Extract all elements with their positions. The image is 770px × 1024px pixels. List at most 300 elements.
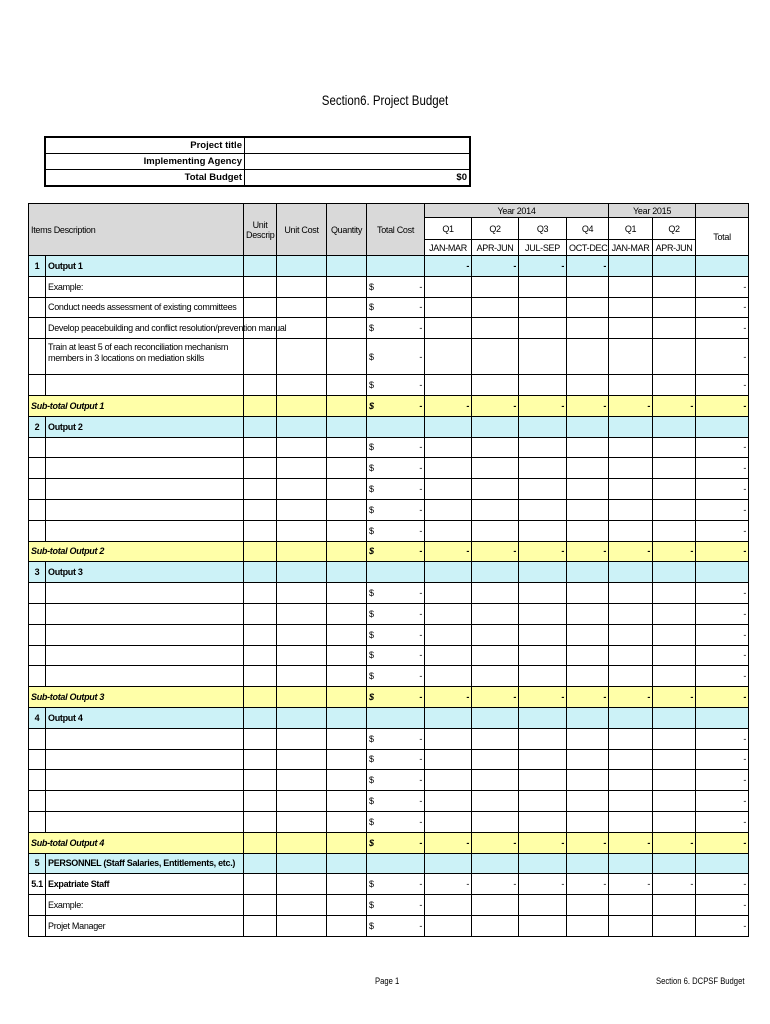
dollar-sign: $	[369, 484, 374, 495]
quarter-cell[interactable]	[567, 749, 609, 770]
quantity-cell[interactable]	[327, 375, 367, 396]
quarter-cell[interactable]	[472, 458, 519, 479]
item-description-cell[interactable]	[46, 624, 244, 645]
item-description-cell[interactable]	[46, 499, 244, 520]
row-total-dash: -	[743, 920, 747, 931]
dash-value: -	[419, 504, 423, 515]
item-description-cell[interactable]	[46, 791, 244, 812]
quarter-cell[interactable]	[472, 318, 519, 339]
subtotal-value	[609, 687, 653, 708]
quarter-cell[interactable]	[609, 458, 653, 479]
row-total-cell	[696, 256, 749, 277]
quantity-cell[interactable]	[327, 666, 367, 687]
quarter-cell[interactable]	[472, 375, 519, 396]
quarter-cell[interactable]	[567, 375, 609, 396]
unit-descrip-cell[interactable]	[244, 520, 277, 541]
quarter-cell[interactable]	[609, 915, 653, 936]
item-description-cell[interactable]	[46, 645, 244, 666]
quarter-cell[interactable]	[567, 645, 609, 666]
quarter-cell[interactable]	[519, 915, 567, 936]
empty-cell	[244, 832, 277, 853]
quarter-cell[interactable]	[653, 479, 696, 500]
unit-descrip-cell[interactable]	[244, 297, 277, 318]
quarter-dash: -	[561, 879, 565, 890]
quarter-cell[interactable]	[609, 297, 653, 318]
unit-cost-cell[interactable]	[277, 666, 327, 687]
quarter-cell[interactable]	[519, 318, 567, 339]
quarter-cell[interactable]	[425, 791, 472, 812]
quarter-cell[interactable]	[653, 666, 696, 687]
quarter-cell[interactable]	[472, 499, 519, 520]
unit-descrip-cell[interactable]	[244, 895, 277, 916]
quarter-header: Q1	[425, 218, 472, 240]
dollar-sign: $	[369, 442, 374, 453]
quarter-cell[interactable]	[425, 624, 472, 645]
quarter-header: Q2	[472, 218, 519, 240]
quarter-cell[interactable]	[425, 458, 472, 479]
quarter-cell[interactable]	[425, 749, 472, 770]
unit-descrip-cell[interactable]	[244, 749, 277, 770]
quarter-cell[interactable]	[425, 583, 472, 604]
row-total-dash: -	[743, 775, 747, 786]
quarter-cell	[425, 416, 472, 437]
quarter-cell[interactable]	[609, 603, 653, 624]
unit-cost-cell[interactable]	[277, 603, 327, 624]
quarter-cell[interactable]	[519, 583, 567, 604]
empty-cell	[327, 853, 367, 874]
quarter-cell[interactable]	[472, 811, 519, 832]
unit-cost-cell[interactable]	[277, 499, 327, 520]
quarter-cell[interactable]	[425, 811, 472, 832]
unit-cost-cell[interactable]	[277, 770, 327, 791]
unit-descrip-cell[interactable]	[244, 915, 277, 936]
quarter-cell[interactable]	[609, 318, 653, 339]
quarter-cell[interactable]	[653, 318, 696, 339]
item-number-cell	[29, 375, 46, 396]
quarter-cell[interactable]	[567, 770, 609, 791]
quarter-cell	[472, 562, 519, 583]
dollar-sign: $	[369, 281, 374, 292]
item-description-cell[interactable]	[46, 749, 244, 770]
quantity-cell[interactable]	[327, 895, 367, 916]
quarter-cell[interactable]	[653, 499, 696, 520]
empty-cell	[277, 687, 327, 708]
quarter-cell[interactable]	[425, 770, 472, 791]
subtotal-value	[696, 687, 749, 708]
subtotal-row	[29, 541, 749, 562]
unit-cost-cell[interactable]	[277, 645, 327, 666]
budget-item-row	[29, 499, 749, 520]
unit-cost-cell[interactable]	[277, 339, 327, 375]
unit-descrip-cell[interactable]	[244, 666, 277, 687]
quantity-cell[interactable]	[327, 458, 367, 479]
quarter-cell[interactable]	[425, 339, 472, 375]
quarter-cell[interactable]	[519, 770, 567, 791]
quarter-cell[interactable]	[567, 895, 609, 916]
dash-value: -	[419, 900, 423, 910]
quantity-cell[interactable]	[327, 770, 367, 791]
unit-descrip-cell[interactable]	[244, 479, 277, 500]
quantity-cell[interactable]	[327, 645, 367, 666]
quarter-cell[interactable]	[425, 375, 472, 396]
row-total-dash: -	[743, 608, 747, 619]
empty-cell	[567, 853, 609, 874]
dash-value: -	[419, 442, 423, 453]
quarter-cell[interactable]	[567, 666, 609, 687]
dollar-sign: $	[369, 650, 374, 661]
quarter-cell[interactable]	[425, 915, 472, 936]
subtotal-dash: -	[513, 837, 517, 848]
empty-cell	[327, 416, 367, 437]
quarter-cell[interactable]	[609, 339, 653, 375]
quarter-cell[interactable]	[653, 811, 696, 832]
empty-cell	[327, 832, 367, 853]
quarter-cell[interactable]	[567, 479, 609, 500]
quantity-cell[interactable]	[327, 339, 367, 375]
quarter-cell[interactable]	[472, 583, 519, 604]
empty-cell	[277, 707, 327, 728]
row-total-cell	[696, 499, 749, 520]
total-cost-cell	[367, 541, 425, 562]
quarter-cell[interactable]	[609, 583, 653, 604]
quarter-cell[interactable]	[567, 297, 609, 318]
quantity-cell[interactable]	[327, 437, 367, 458]
quarter-cell[interactable]	[472, 437, 519, 458]
quarter-cell[interactable]	[653, 895, 696, 916]
quantity-cell[interactable]	[327, 318, 367, 339]
quarter-cell[interactable]	[567, 791, 609, 812]
row-total-cell	[696, 458, 749, 479]
total-cost-cell	[367, 276, 425, 297]
item-description-cell[interactable]: Develop peacebuilding and conflict resolution/prevention manual	[46, 318, 244, 339]
quarter-cell[interactable]	[567, 276, 609, 297]
unit-descrip-cell[interactable]	[244, 728, 277, 749]
quarter-cell[interactable]	[609, 499, 653, 520]
quantity-cell[interactable]	[327, 520, 367, 541]
item-description-cell[interactable]: Train at least 5 of each reconciliation mechanism members in 3 locations on mediation skills	[46, 339, 244, 375]
quarter-cell[interactable]	[519, 520, 567, 541]
unit-descrip-cell[interactable]	[244, 624, 277, 645]
output-header-row	[29, 562, 749, 583]
budget-item-row	[29, 603, 749, 624]
quarter-cell[interactable]	[519, 624, 567, 645]
quarter-cell[interactable]	[567, 339, 609, 375]
item-description-cell[interactable]: Conduct needs assessment of existing committees	[46, 297, 244, 318]
quarter-cell[interactable]	[472, 749, 519, 770]
total-header: Total	[696, 218, 749, 256]
quantity-cell[interactable]	[327, 915, 367, 936]
quarter-cell	[567, 562, 609, 583]
quantity-cell[interactable]	[327, 276, 367, 297]
item-description-cell[interactable]	[46, 728, 244, 749]
unit-descrip-cell[interactable]	[244, 603, 277, 624]
total-cost-cell	[367, 375, 425, 396]
quarter-cell[interactable]	[519, 499, 567, 520]
subtotal-value	[519, 687, 567, 708]
quarter-cell[interactable]	[472, 728, 519, 749]
quarter-cell[interactable]	[567, 437, 609, 458]
row-total-dash: -	[743, 525, 747, 536]
item-description-cell[interactable]	[46, 583, 244, 604]
dollar-sign: $	[369, 504, 374, 515]
subtotal-dash: -	[647, 692, 651, 703]
quantity-cell[interactable]	[327, 583, 367, 604]
subtotal-dash: -	[466, 546, 470, 557]
subtotal-dash: -	[603, 546, 607, 557]
quarter-cell[interactable]	[609, 791, 653, 812]
unit-cost-cell[interactable]	[277, 479, 327, 500]
row-total-dash: -	[743, 504, 747, 515]
expatriate-staff-row	[29, 874, 749, 895]
quarter-cell	[472, 707, 519, 728]
quantity-cell[interactable]	[327, 479, 367, 500]
quarter-cell[interactable]	[519, 811, 567, 832]
quantity-cell[interactable]	[327, 749, 367, 770]
row-total-dash: -	[743, 671, 747, 682]
quarter-cell	[425, 562, 472, 583]
unit-cost-cell[interactable]	[277, 624, 327, 645]
quarter-cell[interactable]	[472, 915, 519, 936]
quarter-cell[interactable]	[653, 375, 696, 396]
quarter-cell[interactable]	[472, 791, 519, 812]
quarter-cell[interactable]	[653, 728, 696, 749]
project-title-field[interactable]	[245, 137, 471, 154]
quarter-cell[interactable]	[609, 624, 653, 645]
quarter-cell[interactable]	[653, 276, 696, 297]
row-total-dash: -	[743, 351, 747, 362]
quarter-cell[interactable]	[425, 479, 472, 500]
quarter-cell[interactable]	[653, 791, 696, 812]
unit-descrip-cell[interactable]	[244, 339, 277, 375]
quarter-cell[interactable]	[653, 770, 696, 791]
quarter-cell[interactable]	[425, 276, 472, 297]
quarter-cell[interactable]	[425, 645, 472, 666]
quarter-cell[interactable]	[425, 520, 472, 541]
unit-cost-cell[interactable]	[277, 458, 327, 479]
item-description-cell[interactable]	[46, 520, 244, 541]
unit-descrip-cell[interactable]	[244, 770, 277, 791]
item-description-cell[interactable]	[46, 603, 244, 624]
quantity-cell[interactable]	[327, 297, 367, 318]
subtotal-dash: -	[603, 400, 607, 411]
unit-descrip-cell[interactable]	[244, 375, 277, 396]
quarter-cell[interactable]	[567, 318, 609, 339]
quantity-cell[interactable]	[327, 603, 367, 624]
unit-cost-cell[interactable]	[277, 520, 327, 541]
item-description-cell[interactable]: Example:	[46, 276, 244, 297]
quarter-cell[interactable]	[425, 437, 472, 458]
unit-descrip-cell[interactable]	[244, 437, 277, 458]
empty-cell	[277, 562, 327, 583]
quarter-cell[interactable]	[519, 479, 567, 500]
unit-cost-cell[interactable]	[277, 728, 327, 749]
quarter-cell[interactable]	[653, 458, 696, 479]
unit-descrip-cell[interactable]	[244, 276, 277, 297]
subtotal-value	[567, 687, 609, 708]
implementing-agency-field[interactable]	[245, 154, 471, 170]
quarter-cell[interactable]	[472, 479, 519, 500]
quantity-cell[interactable]	[327, 811, 367, 832]
quarter-cell[interactable]	[472, 770, 519, 791]
quarter-cell[interactable]	[472, 645, 519, 666]
quarter-cell[interactable]	[472, 666, 519, 687]
item-description-cell[interactable]: Projet Manager	[46, 915, 244, 936]
quarter-cell[interactable]	[567, 811, 609, 832]
quarter-cell[interactable]	[567, 624, 609, 645]
quarter-cell[interactable]	[609, 645, 653, 666]
quantity-header: Quantity	[327, 204, 367, 256]
output-label: Output 4	[46, 707, 244, 728]
item-description-cell[interactable]	[46, 770, 244, 791]
quarter-cell[interactable]	[519, 375, 567, 396]
unit-descrip-cell[interactable]	[244, 583, 277, 604]
quarter-cell[interactable]	[519, 749, 567, 770]
budget-item-row	[29, 339, 749, 375]
quarter-cell[interactable]	[519, 645, 567, 666]
quarter-cell[interactable]	[609, 770, 653, 791]
quarter-cell[interactable]	[519, 603, 567, 624]
quarter-cell[interactable]	[653, 339, 696, 375]
quarter-cell[interactable]	[567, 499, 609, 520]
unit-cost-cell[interactable]	[277, 297, 327, 318]
subtotal-row	[29, 687, 749, 708]
quarter-cell[interactable]	[519, 666, 567, 687]
unit-descrip-cell[interactable]	[244, 645, 277, 666]
quantity-cell[interactable]	[327, 624, 367, 645]
quarter-cell[interactable]	[519, 895, 567, 916]
unit-cost-cell[interactable]	[277, 895, 327, 916]
quarter-cell[interactable]	[567, 603, 609, 624]
subtotal-dash: -	[561, 400, 565, 411]
subtotal-value	[609, 395, 653, 416]
quarter-cell[interactable]	[519, 276, 567, 297]
quarter-cell[interactable]	[472, 276, 519, 297]
quarter-cell[interactable]	[609, 437, 653, 458]
row-total-cell	[696, 895, 749, 916]
subtotal-value	[567, 395, 609, 416]
quarter-cell[interactable]	[567, 458, 609, 479]
item-description-cell[interactable]	[46, 811, 244, 832]
item-description-cell[interactable]: Example:	[46, 895, 244, 916]
quarter-cell[interactable]	[653, 624, 696, 645]
unit-cost-cell[interactable]	[277, 375, 327, 396]
unit-cost-cell[interactable]	[277, 583, 327, 604]
quarter-cell[interactable]	[653, 915, 696, 936]
quarter-cell[interactable]	[425, 499, 472, 520]
quarter-cell[interactable]	[609, 666, 653, 687]
row-total-dash: -	[743, 733, 747, 744]
quarter-cell[interactable]	[609, 375, 653, 396]
quantity-cell[interactable]	[327, 791, 367, 812]
quarter-cell[interactable]	[567, 583, 609, 604]
quarter-cell[interactable]	[653, 645, 696, 666]
unit-cost-cell[interactable]	[277, 749, 327, 770]
quarter-cell[interactable]	[567, 520, 609, 541]
unit-cost-cell[interactable]	[277, 276, 327, 297]
quarter-cell[interactable]	[567, 728, 609, 749]
empty-cell	[367, 256, 425, 277]
quarter-cell[interactable]	[609, 749, 653, 770]
row-total-cell	[696, 811, 749, 832]
quarter-cell[interactable]	[519, 458, 567, 479]
subtotal-value	[609, 541, 653, 562]
quarter-cell[interactable]	[472, 624, 519, 645]
subtotal-row	[29, 832, 749, 853]
quarter-cell[interactable]	[472, 297, 519, 318]
empty-cell	[327, 707, 367, 728]
empty-cell	[244, 395, 277, 416]
row-total-dash: -	[743, 442, 747, 453]
quarter-cell[interactable]	[519, 437, 567, 458]
quarter-cell[interactable]	[519, 297, 567, 318]
output-label: Output 1	[46, 256, 244, 277]
unit-descrip-cell[interactable]	[244, 458, 277, 479]
quarter-cell[interactable]	[609, 520, 653, 541]
quarter-cell[interactable]	[653, 583, 696, 604]
total-cost-cell	[367, 297, 425, 318]
total-cost-cell	[367, 395, 425, 416]
quarter-cell[interactable]	[519, 339, 567, 375]
unit-cost-cell[interactable]	[277, 437, 327, 458]
quarter-cell[interactable]	[472, 339, 519, 375]
quarter-cell[interactable]	[609, 895, 653, 916]
quarter-cell[interactable]	[609, 479, 653, 500]
quarter-cell[interactable]	[653, 437, 696, 458]
quarter-cell[interactable]	[519, 791, 567, 812]
item-description-cell[interactable]	[46, 375, 244, 396]
unit-descrip-cell[interactable]	[244, 499, 277, 520]
item-description-cell[interactable]	[46, 666, 244, 687]
quarter-cell	[609, 256, 653, 277]
budget-item-row	[29, 728, 749, 749]
quarter-cell[interactable]	[609, 811, 653, 832]
quarter-cell[interactable]	[653, 603, 696, 624]
quarter-cell[interactable]	[653, 749, 696, 770]
unit-descrip-cell[interactable]	[244, 811, 277, 832]
quantity-cell[interactable]	[327, 499, 367, 520]
quarter-cell[interactable]	[653, 297, 696, 318]
quarter-cell[interactable]	[653, 520, 696, 541]
quarter-cell[interactable]	[425, 603, 472, 624]
empty-cell	[327, 562, 367, 583]
quarter-cell	[609, 416, 653, 437]
item-description-cell[interactable]	[46, 479, 244, 500]
quarter-cell[interactable]	[519, 728, 567, 749]
quantity-cell[interactable]	[327, 728, 367, 749]
quarter-cell[interactable]	[609, 276, 653, 297]
quarter-cell[interactable]	[425, 728, 472, 749]
unit-cost-cell[interactable]	[277, 811, 327, 832]
quarter-cell[interactable]	[425, 895, 472, 916]
item-description-cell[interactable]	[46, 437, 244, 458]
quarter-cell[interactable]	[472, 895, 519, 916]
quarter-cell[interactable]	[425, 297, 472, 318]
unit-cost-cell[interactable]	[277, 915, 327, 936]
quarter-dash: -	[561, 260, 565, 271]
quarter-cell[interactable]	[472, 603, 519, 624]
quarter-cell[interactable]	[425, 318, 472, 339]
dash-value: -	[419, 650, 423, 661]
quarter-cell[interactable]	[567, 915, 609, 936]
quarter-cell[interactable]	[609, 728, 653, 749]
item-description-cell[interactable]	[46, 458, 244, 479]
subtotal-dash: -	[690, 400, 694, 411]
subtotal-value	[653, 541, 696, 562]
unit-cost-cell[interactable]	[277, 791, 327, 812]
quarter-cell[interactable]	[472, 520, 519, 541]
unit-descrip-cell[interactable]	[244, 791, 277, 812]
quarter-cell[interactable]	[425, 666, 472, 687]
